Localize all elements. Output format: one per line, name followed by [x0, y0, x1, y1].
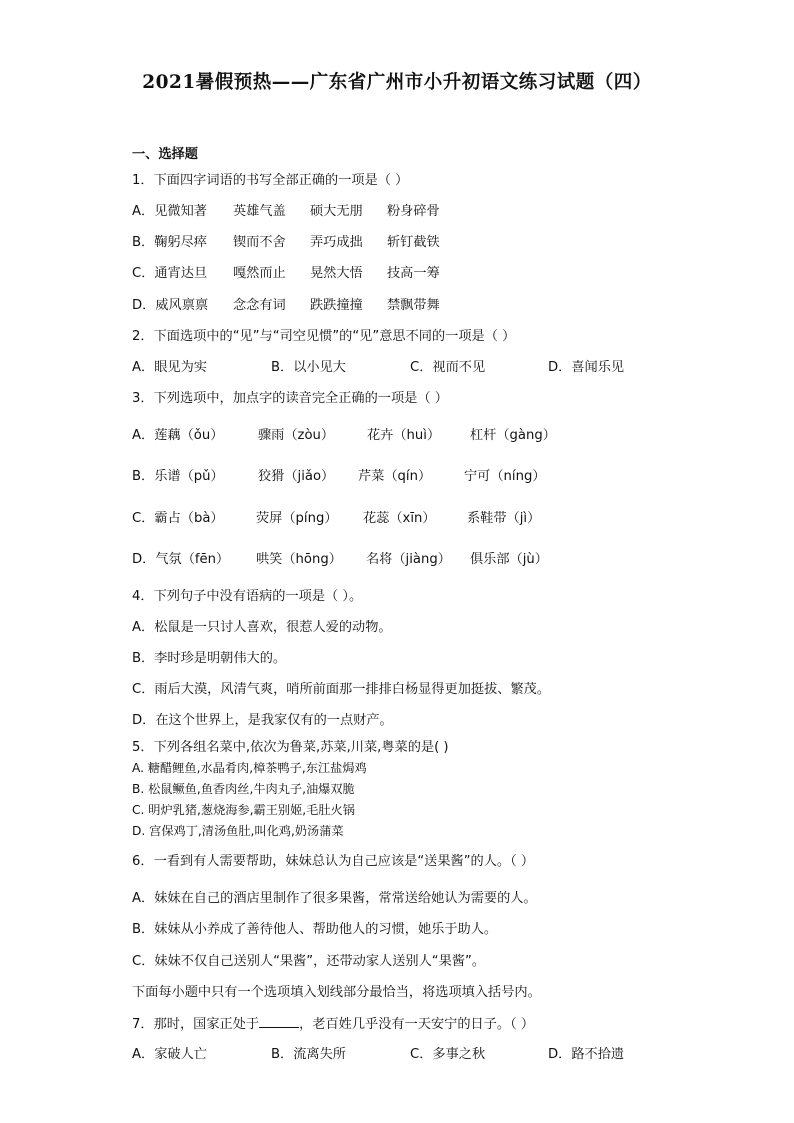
- question-4-option-b: B．李时珍是明朝伟大的。: [132, 651, 287, 666]
- question-6-option-b: B．妹妹从小养成了善待他人、帮助他人的习惯，她乐于助人。: [132, 922, 498, 937]
- option-cell: 禁飘带舞: [387, 298, 440, 313]
- option-cell: D．威风禀禀: [132, 298, 209, 313]
- option-cell: 宁可（níng）: [464, 469, 546, 484]
- option-cell: A．见微知著: [132, 204, 207, 219]
- option-cell: 粉身碎骨: [387, 204, 440, 219]
- question-5-option-b: B. 松鼠鳜鱼,鱼香肉丝,牛肉丸子,油爆双脆: [132, 782, 355, 796]
- question-4-stem: 4．下列句子中没有语病的一项是（ ）。: [132, 589, 363, 604]
- option-cell: 跌跌撞撞: [310, 298, 363, 313]
- question-7-stem-after: ，老百姓几乎没有一天安宁的日子。（ ）: [299, 1017, 535, 1032]
- answer-blank: [259, 1015, 299, 1028]
- option-cell: 嘎然而止: [233, 266, 286, 281]
- question-4-option-c: C．雨后大漠，风清气爽，哨所前面那一排排白杨显得更加挺拔、繁茂。: [132, 682, 551, 697]
- option-cell: B．鞠躬尽瘁: [132, 235, 207, 250]
- question-2-stem: 2．下面选项中的“见”与“司空见惯”的“见”意思不同的一项是（ ）: [132, 329, 516, 344]
- question-4-option-d: D．在这个世界上，是我家仅有的一点财产。: [132, 713, 393, 728]
- option-cell: D．气氛（fēn）: [132, 552, 230, 567]
- section-heading-choice: 一、选择题: [132, 147, 198, 162]
- option-cell: B．乐谱（pǔ）: [132, 469, 224, 484]
- question-6-option-c: C．妹妹不仅自己送别人“果酱”，还带动家人送别人“果酱”。: [132, 954, 486, 969]
- question-5-option-c: C. 明炉乳猪,葱烧海参,霸王别姬,毛肚火锅: [132, 803, 355, 817]
- option-c: C．视而不见: [410, 360, 486, 375]
- question-5-option-a: A. 糖醋鲤鱼,水晶肴肉,樟茶鸭子,东江盐焗鸡: [132, 761, 367, 775]
- option-cell: 荧屏（píng）: [256, 511, 338, 526]
- question-7-stem-before: 7．那时，国家正处于: [132, 1017, 260, 1032]
- instruction-text: 下面每小题中只有一个选项填入划线部分最恰当，将选项填入括号内。: [132, 985, 541, 1000]
- option-cell: 花蕊（xīn）: [363, 511, 436, 526]
- option-a: A．家破人亡: [132, 1047, 207, 1062]
- option-cell: 锲而不舍: [233, 235, 286, 250]
- option-d: D．喜闻乐见: [548, 360, 625, 375]
- question-4-option-a: A．松鼠是一只讨人喜欢，很惹人爱的动物。: [132, 620, 392, 635]
- option-d: D．路不拾遗: [548, 1047, 625, 1062]
- option-cell: 英雄气盖: [233, 204, 286, 219]
- option-cell: 念念有词: [233, 298, 286, 313]
- option-b: B．以小见大: [271, 360, 346, 375]
- option-cell: 技高一筹: [387, 266, 440, 281]
- option-cell: 斩钉截铁: [387, 235, 440, 250]
- option-cell: 芹菜（qín）: [358, 469, 432, 484]
- option-cell: 系鞋带（jì）: [467, 511, 541, 526]
- option-cell: 杠杆（gàng）: [470, 428, 556, 443]
- option-cell: 硕大无朋: [310, 204, 363, 219]
- question-5-stem: 5．下列各组名菜中,依次为鲁菜,苏菜,川菜,粤菜的是( ): [132, 740, 449, 755]
- option-a: A．眼见为实: [132, 360, 207, 375]
- option-cell: 花卉（huì）: [367, 428, 441, 443]
- option-cell: 狡猾（jiǎo）: [258, 469, 335, 484]
- option-cell: 名将（jiàng）: [366, 552, 451, 567]
- option-cell: A．莲藕（ǒu）: [132, 428, 224, 443]
- question-5-option-d: D. 宫保鸡丁,清汤鱼肚,叫化鸡,奶汤蒲菜: [132, 824, 344, 838]
- option-cell: C．霸占（bà）: [132, 511, 224, 526]
- question-3-stem: 3．下列选项中，加点字的读音完全正确的一项是（ ）: [132, 391, 448, 406]
- page-title: 2021暑假预热——广东省广州市小升初语文练习试题（四）: [142, 72, 652, 93]
- option-cell: 弄巧成拙: [310, 235, 363, 250]
- option-cell: 晃然大悟: [310, 266, 363, 281]
- question-7-stem: [132, 1015, 534, 1034]
- question-6-stem: 6．一看到有人需要帮助，妹妹总认为自己应该是“送果酱”的人。（ ）: [132, 854, 535, 869]
- option-cell: 哄笑（hōng）: [256, 552, 342, 567]
- question-6-option-a: A．妹妹在自己的酒店里制作了很多果酱，常常送给她认为需要的人。: [132, 891, 537, 906]
- option-c: C．多事之秋: [410, 1047, 486, 1062]
- question-1-stem: 1．下面四字词语的书写全部正确的一项是（ ）: [132, 173, 409, 188]
- option-b: B．流离失所: [271, 1047, 346, 1062]
- option-cell: 骤雨（zòu）: [258, 428, 335, 443]
- option-cell: C．通宵达旦: [132, 266, 208, 281]
- option-cell: 俱乐部（jù）: [470, 552, 548, 567]
